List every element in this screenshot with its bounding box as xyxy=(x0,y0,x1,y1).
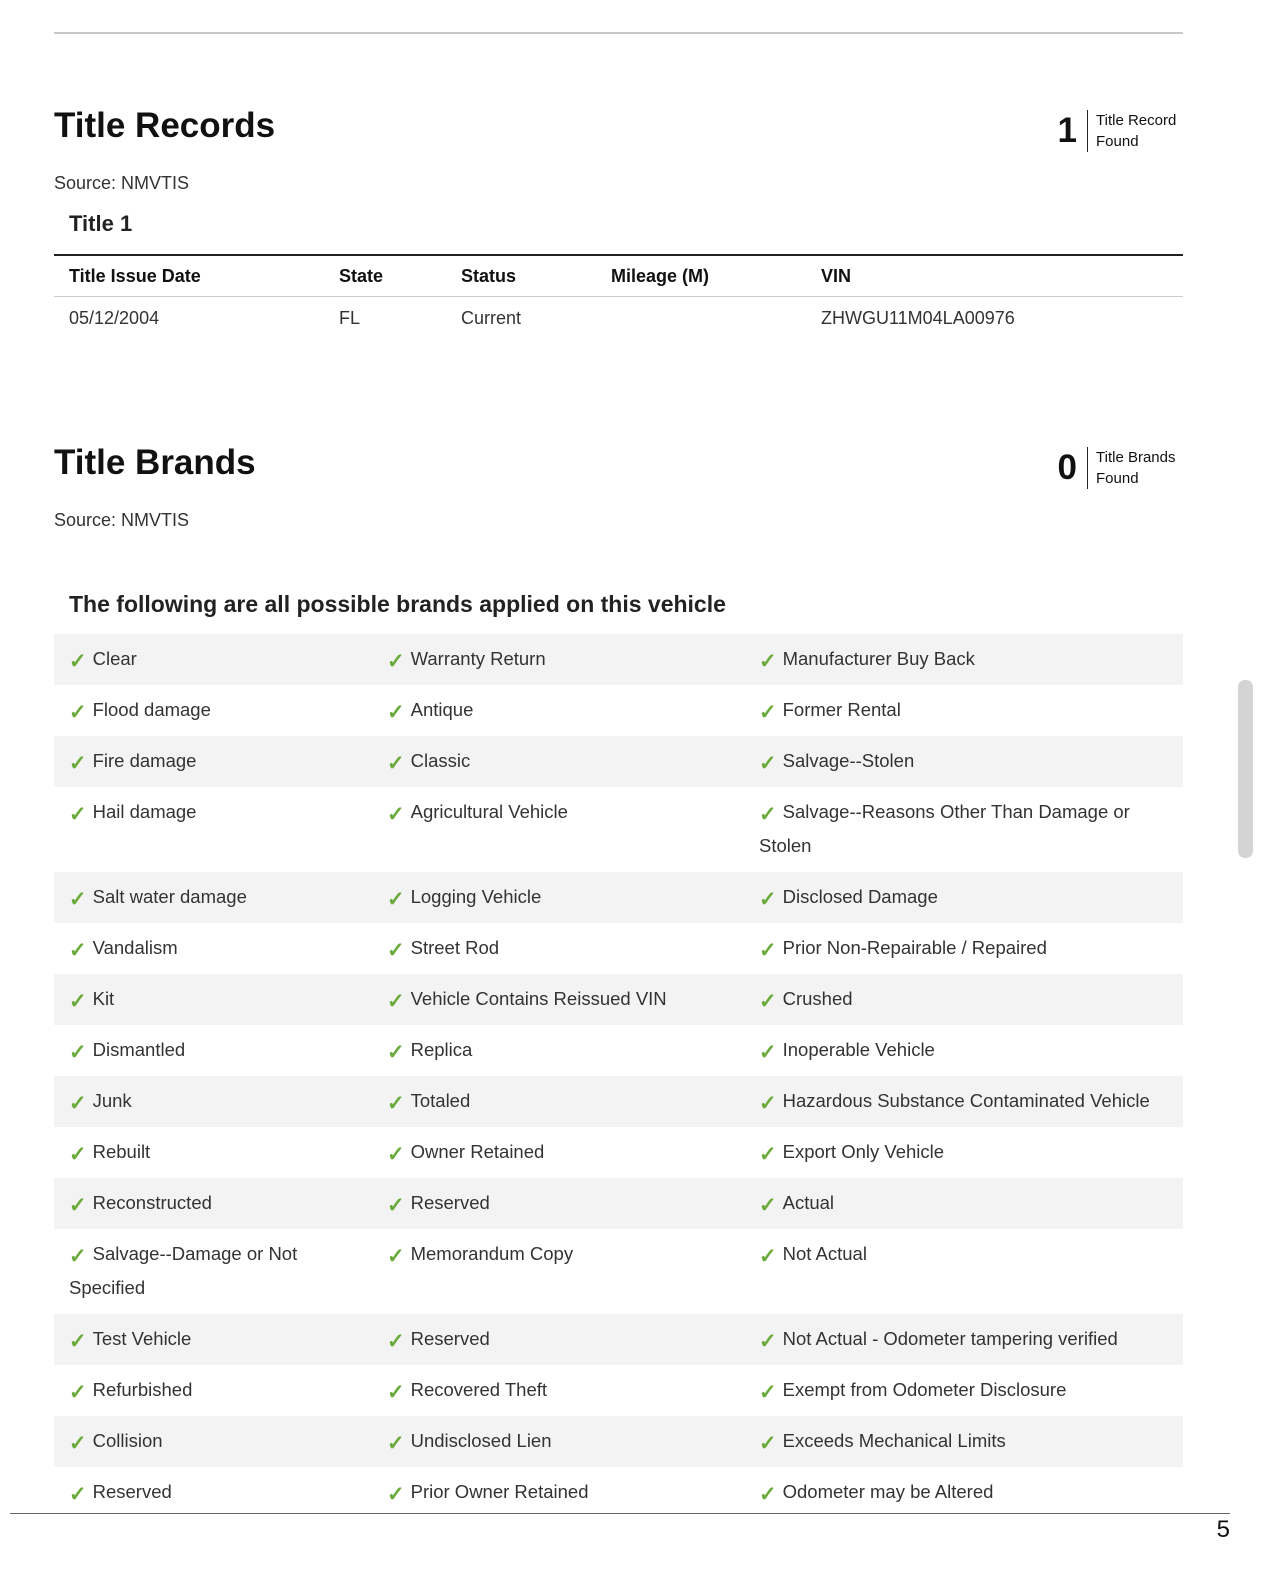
check-icon: ✓ xyxy=(759,990,777,1013)
brand-item xyxy=(372,685,745,736)
cell-mileage xyxy=(611,297,821,340)
check-icon: ✓ xyxy=(69,1092,87,1115)
brand-label: Reserved xyxy=(92,1481,172,1502)
brand-label: Exempt from Odometer Disclosure xyxy=(782,1379,1067,1400)
brands-list-heading: The following are all possible brands applied on this vehicle xyxy=(69,591,726,617)
brand-label: Junk xyxy=(92,1090,132,1111)
brand-item xyxy=(372,1314,745,1365)
check-icon: ✓ xyxy=(69,1041,87,1064)
check-icon: ✓ xyxy=(387,939,405,962)
brand-item xyxy=(372,1178,745,1229)
brand-item xyxy=(745,872,1183,923)
brand-item xyxy=(745,1314,1183,1365)
brand-label: Manufacturer Buy Back xyxy=(782,648,975,669)
check-icon: ✓ xyxy=(69,1143,87,1166)
brand-label: Vehicle Contains Reissued VIN xyxy=(410,988,667,1009)
check-icon: ✓ xyxy=(387,650,405,673)
brand-item xyxy=(745,1365,1183,1416)
brand-label: Actual xyxy=(782,1192,835,1213)
brand-label: Disclosed Damage xyxy=(782,886,938,907)
brand-item xyxy=(54,685,372,736)
list-item xyxy=(54,1178,1183,1229)
list-item xyxy=(54,1467,1183,1518)
check-icon: ✓ xyxy=(387,888,405,911)
col-mileage: Mileage (M) xyxy=(611,255,821,297)
brand-item xyxy=(54,1229,372,1314)
brand-item xyxy=(54,1365,372,1416)
brand-item xyxy=(54,736,372,787)
check-icon: ✓ xyxy=(759,1143,777,1166)
check-icon: ✓ xyxy=(387,701,405,724)
brand-label: Replica xyxy=(410,1039,473,1060)
col-status: Status xyxy=(461,255,611,297)
check-icon: ✓ xyxy=(387,1432,405,1455)
brand-label: Memorandum Copy xyxy=(410,1243,574,1264)
cell-status: Current xyxy=(461,307,522,328)
brand-label: Salvage--Damage or Not Specified xyxy=(69,1243,298,1298)
check-icon: ✓ xyxy=(759,1194,777,1217)
brand-label: Antique xyxy=(410,699,474,720)
title-brands-heading: Title Brands xyxy=(54,443,256,482)
brand-item xyxy=(372,1416,745,1467)
check-icon: ✓ xyxy=(69,888,87,911)
brand-label: Clear xyxy=(92,648,137,669)
brand-label: Agricultural Vehicle xyxy=(410,801,568,822)
brand-label: Warranty Return xyxy=(410,648,546,669)
cell-vin: ZHWGU11M04LA00976 xyxy=(821,307,1015,328)
brand-label: Owner Retained xyxy=(410,1141,545,1162)
brand-label: Vandalism xyxy=(92,937,178,958)
check-icon: ✓ xyxy=(69,1381,87,1404)
check-icon: ✓ xyxy=(387,1381,405,1404)
col-vin: VIN xyxy=(821,255,1183,297)
list-item xyxy=(54,974,1183,1025)
list-item xyxy=(54,1416,1183,1467)
check-icon: ✓ xyxy=(759,803,777,826)
brand-item xyxy=(54,1127,372,1178)
page-number: 5 xyxy=(1216,1516,1230,1543)
brand-item xyxy=(372,872,745,923)
brand-item xyxy=(745,1229,1183,1314)
brand-label: Exceeds Mechanical Limits xyxy=(782,1430,1006,1451)
check-icon: ✓ xyxy=(69,1194,87,1217)
check-icon: ✓ xyxy=(69,701,87,724)
brand-label: Salvage--Reasons Other Than Damage or Stolen xyxy=(759,801,1130,856)
brand-label: Odometer may be Altered xyxy=(782,1481,994,1502)
check-icon: ✓ xyxy=(387,1041,405,1064)
check-icon: ✓ xyxy=(69,1245,87,1268)
check-icon: ✓ xyxy=(387,1092,405,1115)
brand-item xyxy=(54,1076,372,1127)
list-item xyxy=(54,787,1183,872)
brand-item xyxy=(745,974,1183,1025)
brand-label: Former Rental xyxy=(782,699,901,720)
brand-item xyxy=(372,787,745,872)
brand-item xyxy=(372,736,745,787)
brand-item xyxy=(745,1178,1183,1229)
brand-label: Not Actual - Odometer tampering verified xyxy=(782,1328,1118,1349)
check-icon: ✓ xyxy=(69,1432,87,1455)
brand-label: Dismantled xyxy=(92,1039,186,1060)
check-icon: ✓ xyxy=(759,888,777,911)
list-item xyxy=(54,1025,1183,1076)
brand-item xyxy=(372,1025,745,1076)
brand-item xyxy=(54,1416,372,1467)
brand-label: Classic xyxy=(410,750,471,771)
brand-label: Rebuilt xyxy=(92,1141,151,1162)
title-record-count-label: Title Record Found xyxy=(1096,112,1177,150)
brand-label: Salvage--Stolen xyxy=(782,750,915,771)
brand-label: Hail damage xyxy=(92,801,197,822)
col-title-issue-date: Title Issue Date xyxy=(54,255,339,297)
brand-item xyxy=(54,872,372,923)
check-icon: ✓ xyxy=(69,939,87,962)
brand-label: Reserved xyxy=(410,1192,490,1213)
title-brands-count: 0 xyxy=(1057,448,1077,487)
cell-title-issue-date: 05/12/2004 xyxy=(69,307,160,328)
brand-label: Recovered Theft xyxy=(410,1379,548,1400)
list-item xyxy=(54,1314,1183,1365)
brand-item xyxy=(372,1076,745,1127)
brand-label: Prior Non-Repairable / Repaired xyxy=(782,937,1047,958)
brand-item xyxy=(745,787,1183,872)
brand-label: Flood damage xyxy=(92,699,211,720)
title-subheading: Title 1 xyxy=(69,211,133,236)
title-record-counter xyxy=(1058,110,1186,152)
title-record-count: 1 xyxy=(1057,111,1077,150)
list-item xyxy=(54,923,1183,974)
brand-item xyxy=(372,974,745,1025)
brand-label: Kit xyxy=(92,988,115,1009)
check-icon: ✓ xyxy=(69,752,87,775)
check-icon: ✓ xyxy=(759,1483,777,1506)
top-divider xyxy=(54,32,1183,34)
check-icon: ✓ xyxy=(69,1330,87,1353)
brand-item xyxy=(745,1025,1183,1076)
brand-item xyxy=(745,1416,1183,1467)
brand-item xyxy=(372,634,745,685)
check-icon: ✓ xyxy=(387,1245,405,1268)
check-icon: ✓ xyxy=(759,650,777,673)
brand-item xyxy=(54,634,372,685)
check-icon: ✓ xyxy=(387,1143,405,1166)
brand-label: Export Only Vehicle xyxy=(782,1141,945,1162)
brand-item xyxy=(372,1229,745,1314)
check-icon: ✓ xyxy=(69,990,87,1013)
brand-label: Refurbished xyxy=(92,1379,193,1400)
brand-item xyxy=(745,634,1183,685)
brands-grid xyxy=(54,634,1183,1518)
brand-label: Reconstructed xyxy=(92,1192,212,1213)
brand-item xyxy=(54,1467,372,1518)
brand-item xyxy=(745,1076,1183,1127)
brand-label: Prior Owner Retained xyxy=(410,1481,589,1502)
check-icon: ✓ xyxy=(759,1330,777,1353)
title-brands-counter xyxy=(1058,447,1186,489)
brand-label: Not Actual xyxy=(782,1243,867,1264)
brand-item xyxy=(54,1025,372,1076)
brand-item xyxy=(372,1127,745,1178)
brand-label: Totaled xyxy=(410,1090,471,1111)
list-item xyxy=(54,736,1183,787)
scrollbar-thumb[interactable] xyxy=(1238,680,1253,858)
check-icon: ✓ xyxy=(759,1432,777,1455)
brand-item xyxy=(54,974,372,1025)
brand-item xyxy=(54,1178,372,1229)
brand-item xyxy=(745,1467,1183,1518)
check-icon: ✓ xyxy=(69,803,87,826)
brand-label: Hazardous Substance Contaminated Vehicle xyxy=(782,1090,1150,1111)
check-icon: ✓ xyxy=(387,1483,405,1506)
check-icon: ✓ xyxy=(759,1092,777,1115)
title-records-table xyxy=(54,254,1183,339)
brand-label: Collision xyxy=(92,1430,163,1451)
brand-label: Salt water damage xyxy=(92,886,247,907)
brand-item xyxy=(745,736,1183,787)
brand-label: Inoperable Vehicle xyxy=(782,1039,935,1060)
brand-label: Test Vehicle xyxy=(92,1328,192,1349)
check-icon: ✓ xyxy=(759,752,777,775)
brand-item xyxy=(745,923,1183,974)
check-icon: ✓ xyxy=(69,650,87,673)
check-icon: ✓ xyxy=(69,1483,87,1506)
list-item xyxy=(54,1127,1183,1178)
brand-label: Crushed xyxy=(782,988,853,1009)
title-brands-source: Source: NMVTIS xyxy=(54,510,190,530)
title-brands-count-label: Title Brands Found xyxy=(1096,449,1176,487)
brand-label: Reserved xyxy=(410,1328,490,1349)
brand-item xyxy=(745,1127,1183,1178)
list-item xyxy=(54,872,1183,923)
footer-divider xyxy=(10,1513,1230,1514)
check-icon: ✓ xyxy=(387,990,405,1013)
table-row xyxy=(54,297,1183,340)
table-header-row xyxy=(54,255,1183,297)
brand-item xyxy=(54,1314,372,1365)
brand-item xyxy=(54,923,372,974)
check-icon: ✓ xyxy=(387,752,405,775)
brand-item xyxy=(372,1365,745,1416)
brand-label: Street Rod xyxy=(410,937,500,958)
col-state: State xyxy=(339,255,461,297)
brand-item xyxy=(745,685,1183,736)
check-icon: ✓ xyxy=(387,803,405,826)
cell-state: FL xyxy=(339,307,361,328)
check-icon: ✓ xyxy=(759,701,777,724)
check-icon: ✓ xyxy=(759,1381,777,1404)
list-item xyxy=(54,634,1183,685)
title-records-source: Source: NMVTIS xyxy=(54,173,190,193)
check-icon: ✓ xyxy=(387,1194,405,1217)
list-item xyxy=(54,1365,1183,1416)
list-item xyxy=(54,1076,1183,1127)
check-icon: ✓ xyxy=(759,1041,777,1064)
brand-item xyxy=(372,1467,745,1518)
brand-label: Undisclosed Lien xyxy=(410,1430,552,1451)
brand-label: Fire damage xyxy=(92,750,197,771)
brand-label: Logging Vehicle xyxy=(410,886,542,907)
check-icon: ✓ xyxy=(759,1245,777,1268)
list-item xyxy=(54,685,1183,736)
brand-item xyxy=(372,923,745,974)
brand-item xyxy=(54,787,372,872)
list-item xyxy=(54,1229,1183,1314)
check-icon: ✓ xyxy=(387,1330,405,1353)
title-records-heading: Title Records xyxy=(54,106,276,145)
check-icon: ✓ xyxy=(759,939,777,962)
